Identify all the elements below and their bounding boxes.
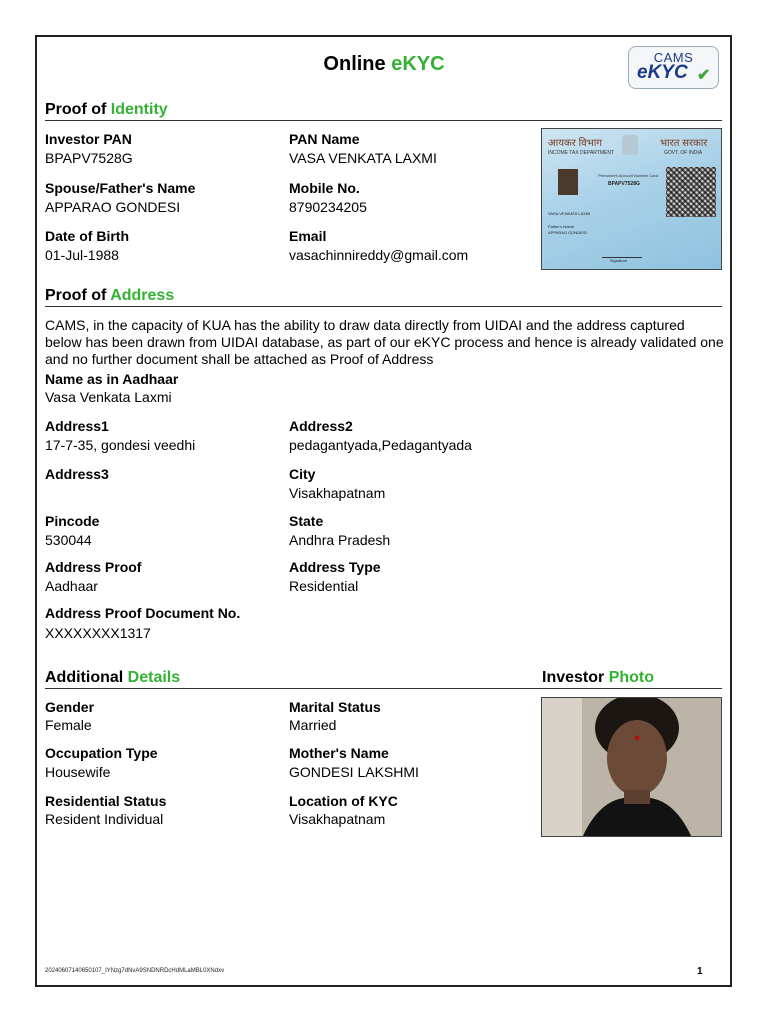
page-title: Online eKYC — [323, 53, 445, 75]
dob-value: 01-Jul-1988 — [45, 247, 119, 263]
address-proof-doc-value: XXXXXXXX1317 — [45, 625, 151, 641]
emblem-icon — [622, 135, 638, 155]
mobile-label: Mobile No. — [289, 180, 360, 196]
mobile-value: 8790234205 — [289, 199, 367, 215]
location-label: Location of KYC — [289, 793, 398, 809]
address-proof-doc-label: Address Proof Document No. — [45, 605, 241, 621]
investor-photo-illustration — [542, 698, 722, 837]
email-label: Email — [289, 228, 327, 244]
page-number: 1 — [697, 966, 703, 977]
qr-code-icon — [666, 167, 716, 217]
marital-status-label: Marital Status — [289, 699, 381, 715]
additional-divider — [45, 688, 722, 689]
address3-label: Address3 — [45, 466, 109, 482]
marital-status-value: Married — [289, 717, 337, 733]
signature-mark — [602, 249, 642, 258]
address1-label: Address1 — [45, 418, 109, 434]
checkmark-icon: ✔ — [697, 67, 711, 84]
address-type-label: Address Type — [289, 559, 381, 575]
investor-photo-heading: Investor Photo — [542, 669, 655, 686]
pan-card-photo — [558, 169, 578, 195]
additional-heading: Additional Details — [45, 669, 181, 686]
address2-label: Address2 — [289, 418, 353, 434]
mothers-name-label: Mother's Name — [289, 745, 389, 761]
occupation-label: Occupation Type — [45, 745, 158, 761]
pan-card-image — [541, 128, 722, 270]
pan-signature-label: Signature — [610, 258, 628, 263]
address-proof-value: Aadhaar — [45, 578, 98, 594]
city-value: Visakhapatnam — [289, 485, 386, 501]
pincode-label: Pincode — [45, 513, 100, 529]
investor-pan-label: Investor PAN — [45, 131, 132, 147]
aadhaar-name-label: Name as in Aadhaar — [45, 371, 179, 387]
mothers-name-value: GONDESI LAKSHMI — [289, 764, 419, 780]
address-type-value: Residential — [289, 578, 359, 594]
identity-divider — [45, 120, 722, 121]
address1-value: 17-7-35, gondesi veedhi — [45, 437, 196, 453]
pan-card-father-label: Father's Name — [548, 224, 575, 229]
pan-name-label: PAN Name — [289, 131, 360, 147]
address-divider — [45, 306, 722, 307]
logo-main-text: eKYC — [637, 62, 688, 83]
pan-card-number: BPAPV7528G — [608, 181, 640, 187]
dob-label: Date of Birth — [45, 228, 129, 244]
pincode-value: 530044 — [45, 532, 92, 548]
residential-status-label: Residential Status — [45, 793, 167, 809]
pan-dept-english: INCOME TAX DEPARTMENT — [548, 150, 615, 156]
spouse-father-label: Spouse/Father's Name — [45, 180, 196, 196]
state-value: Andhra Pradesh — [289, 532, 391, 548]
pan-govt-english: GOVT. OF INDIA — [664, 150, 703, 156]
pan-card-name: VASA VENKATA LAXMI — [548, 211, 591, 216]
city-label: City — [289, 466, 316, 482]
state-label: State — [289, 513, 324, 529]
investor-pan-value: BPAPV7528G — [45, 150, 133, 166]
pan-card-father-name: APPARAO GONDESI — [548, 230, 587, 235]
address-heading: Proof of Address — [45, 287, 175, 304]
occupation-value: Housewife — [45, 764, 111, 780]
spouse-father-value: APPARAO GONDESI — [45, 199, 181, 215]
document-reference: 20240607140650107_IYNzg7dNvA9SNDNRDcHdMLaMBL0XNdxv — [45, 968, 225, 974]
address-proof-label: Address Proof — [45, 559, 142, 575]
aadhaar-name-value: Vasa Venkata Laxmi — [45, 389, 172, 405]
address-disclaimer: CAMS, in the capacity of KUA has the ability to draw data directly from UIDAI and the address captured below has been drawn from UIDAI database, as part of our eKYC process and hence is already validated one and no further document shall be attached as Proof of Address — [45, 317, 724, 367]
cams-ekyc-logo — [628, 46, 719, 89]
address2-value: pedagantyada,Pedagantyada — [289, 437, 472, 453]
residential-status-value: Resident Individual — [45, 811, 164, 827]
identity-heading: Proof of Identity — [45, 101, 168, 118]
pan-name-value: VASA VENKATA LAXMI — [289, 150, 437, 166]
email-value: vasachinnireddy@gmail.com — [289, 247, 469, 263]
logo-top-text: CAMS — [653, 50, 694, 65]
investor-photo — [541, 697, 722, 837]
gender-label: Gender — [45, 699, 95, 715]
pan-dept-hindi: आयकर विभाग — [548, 138, 602, 149]
pan-govt-hindi: भारत सरकार — [660, 138, 708, 149]
pan-card-title: Permanent Account Number Card — [598, 173, 659, 178]
location-value: Visakhapatnam — [289, 811, 386, 827]
gender-value: Female — [45, 717, 92, 733]
